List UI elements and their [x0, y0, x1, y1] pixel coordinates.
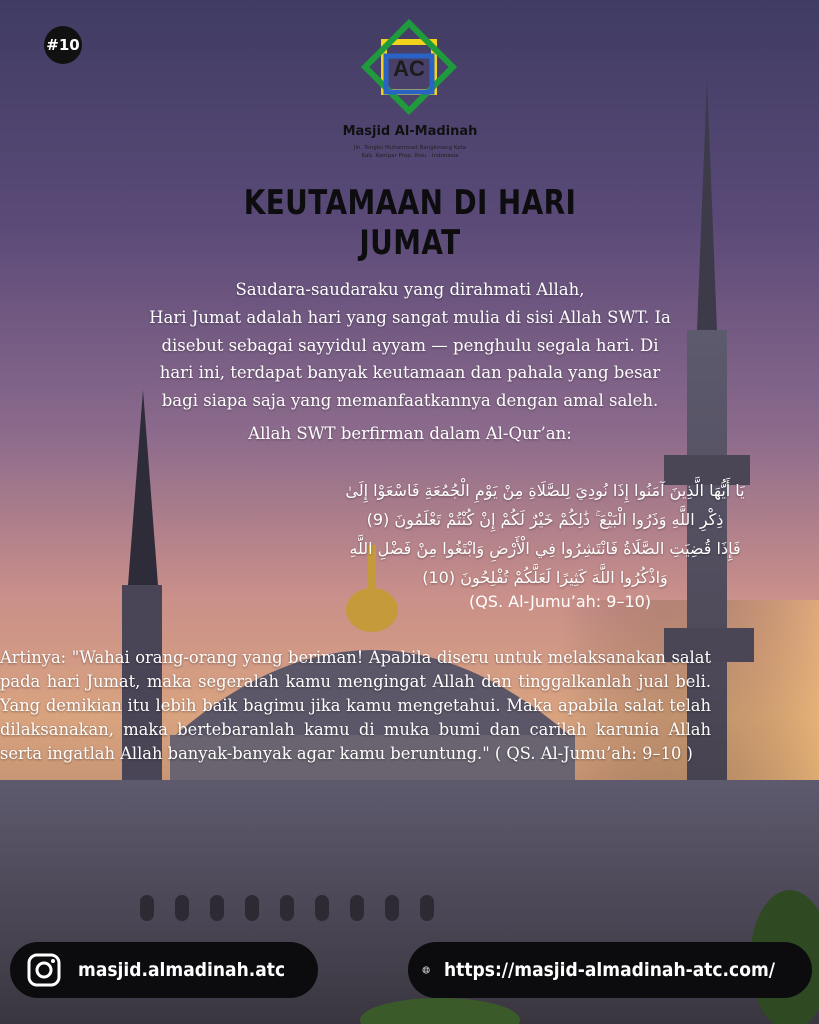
- page-title: KEUTAMAAN DI HARI JUMAT: [243, 183, 577, 263]
- verse-line: وَاذْكُرُوا اللَّهَ كَثِيرًا لَعَلَّكُمْ تُفْلِحُونَ (10): [422, 568, 668, 587]
- verse-line: ذِكْرِ اللَّهِ وَذَرُوا الْبَيْعَ ۚ ذَٰلِكُمْ خَيْرٌ لَكُمْ إِنْ كُنْتُمْ تَعْلَمُونَ (9): [366, 510, 724, 529]
- instagram-link[interactable]: [10, 942, 318, 998]
- globe-icon: [422, 950, 430, 990]
- intro-line: bagi siapa saja yang memanfaatkannya dengan amal saleh.: [161, 391, 659, 411]
- org-name: Masjid Al-Madinah: [342, 124, 478, 139]
- intro-greeting: Saudara-saudaraku yang dirahmati Allah,: [235, 280, 585, 299]
- translation-paragraph: Artinya: "Wahai orang-orang yang beriman! Apabila diseru untuk melaksanakan salat pada hari Jumat, maka segeralah kamu mengingat Allah dan tinggalkanlah jual beli. Yang demikian itu lebih baik bagimu jika kamu mengetahui. Maka apabila salat telah dilaksanakan, maka bertebaranlah kamu di muka bumi dan carilah karunia Allah serta ingatlah Allah banyak-banyak agar kamu beruntung." ( QS. Al-Jumu’ah: 9–10 ): [0, 648, 711, 763]
- instagram-icon: [24, 950, 64, 990]
- intro-line: Hari Jumat adalah hari yang sangat mulia di sisi Allah SWT. Ia: [149, 307, 671, 327]
- quran-intro: Allah SWT berfirman dalam Al-Qur’an:: [248, 424, 572, 443]
- verse-line: يَا أَيُّهَا الَّذِينَ آمَنُوا إِذَا نُودِيَ لِلصَّلَاةِ مِنْ يَوْمِ الْجُمُعَةِ فَاسْعَوْا إِلَىٰ: [345, 481, 745, 500]
- website-url: https://masjid-almadinah-atc.com/: [444, 959, 776, 981]
- intro-line: hari ini, terdapat banyak keutamaan dan pahala yang besar: [159, 363, 661, 383]
- masjid-logo: [356, 14, 462, 120]
- intro-line: disebut sebagai sayyidul ayyam — penghulu segala hari. Di: [161, 335, 659, 355]
- post-number-badge: #10: [44, 26, 82, 64]
- org-address: [310, 144, 510, 160]
- intro-paragraph: [110, 276, 710, 415]
- verse-source: (QS. Al-Jumu’ah: 9–10): [468, 592, 652, 611]
- instagram-handle: masjid.almadinah.atc: [78, 959, 286, 981]
- verse-line: فَإِذَا قُضِيَتِ الصَّلَاةُ فَانْتَشِرُوا فِي الْأَرْضِ وَابْتَغُوا مِنْ فَضْلِ اللَّهِ: [349, 539, 741, 558]
- address-line: Kab. Kampar Prop. Riau - Indonesia: [361, 153, 459, 159]
- logo-text: AC: [393, 56, 425, 81]
- address-line: Jln. Tengku Muhammad Bangkinang Kota: [353, 145, 467, 151]
- website-link[interactable]: [408, 942, 812, 998]
- arabic-verse: [290, 476, 800, 592]
